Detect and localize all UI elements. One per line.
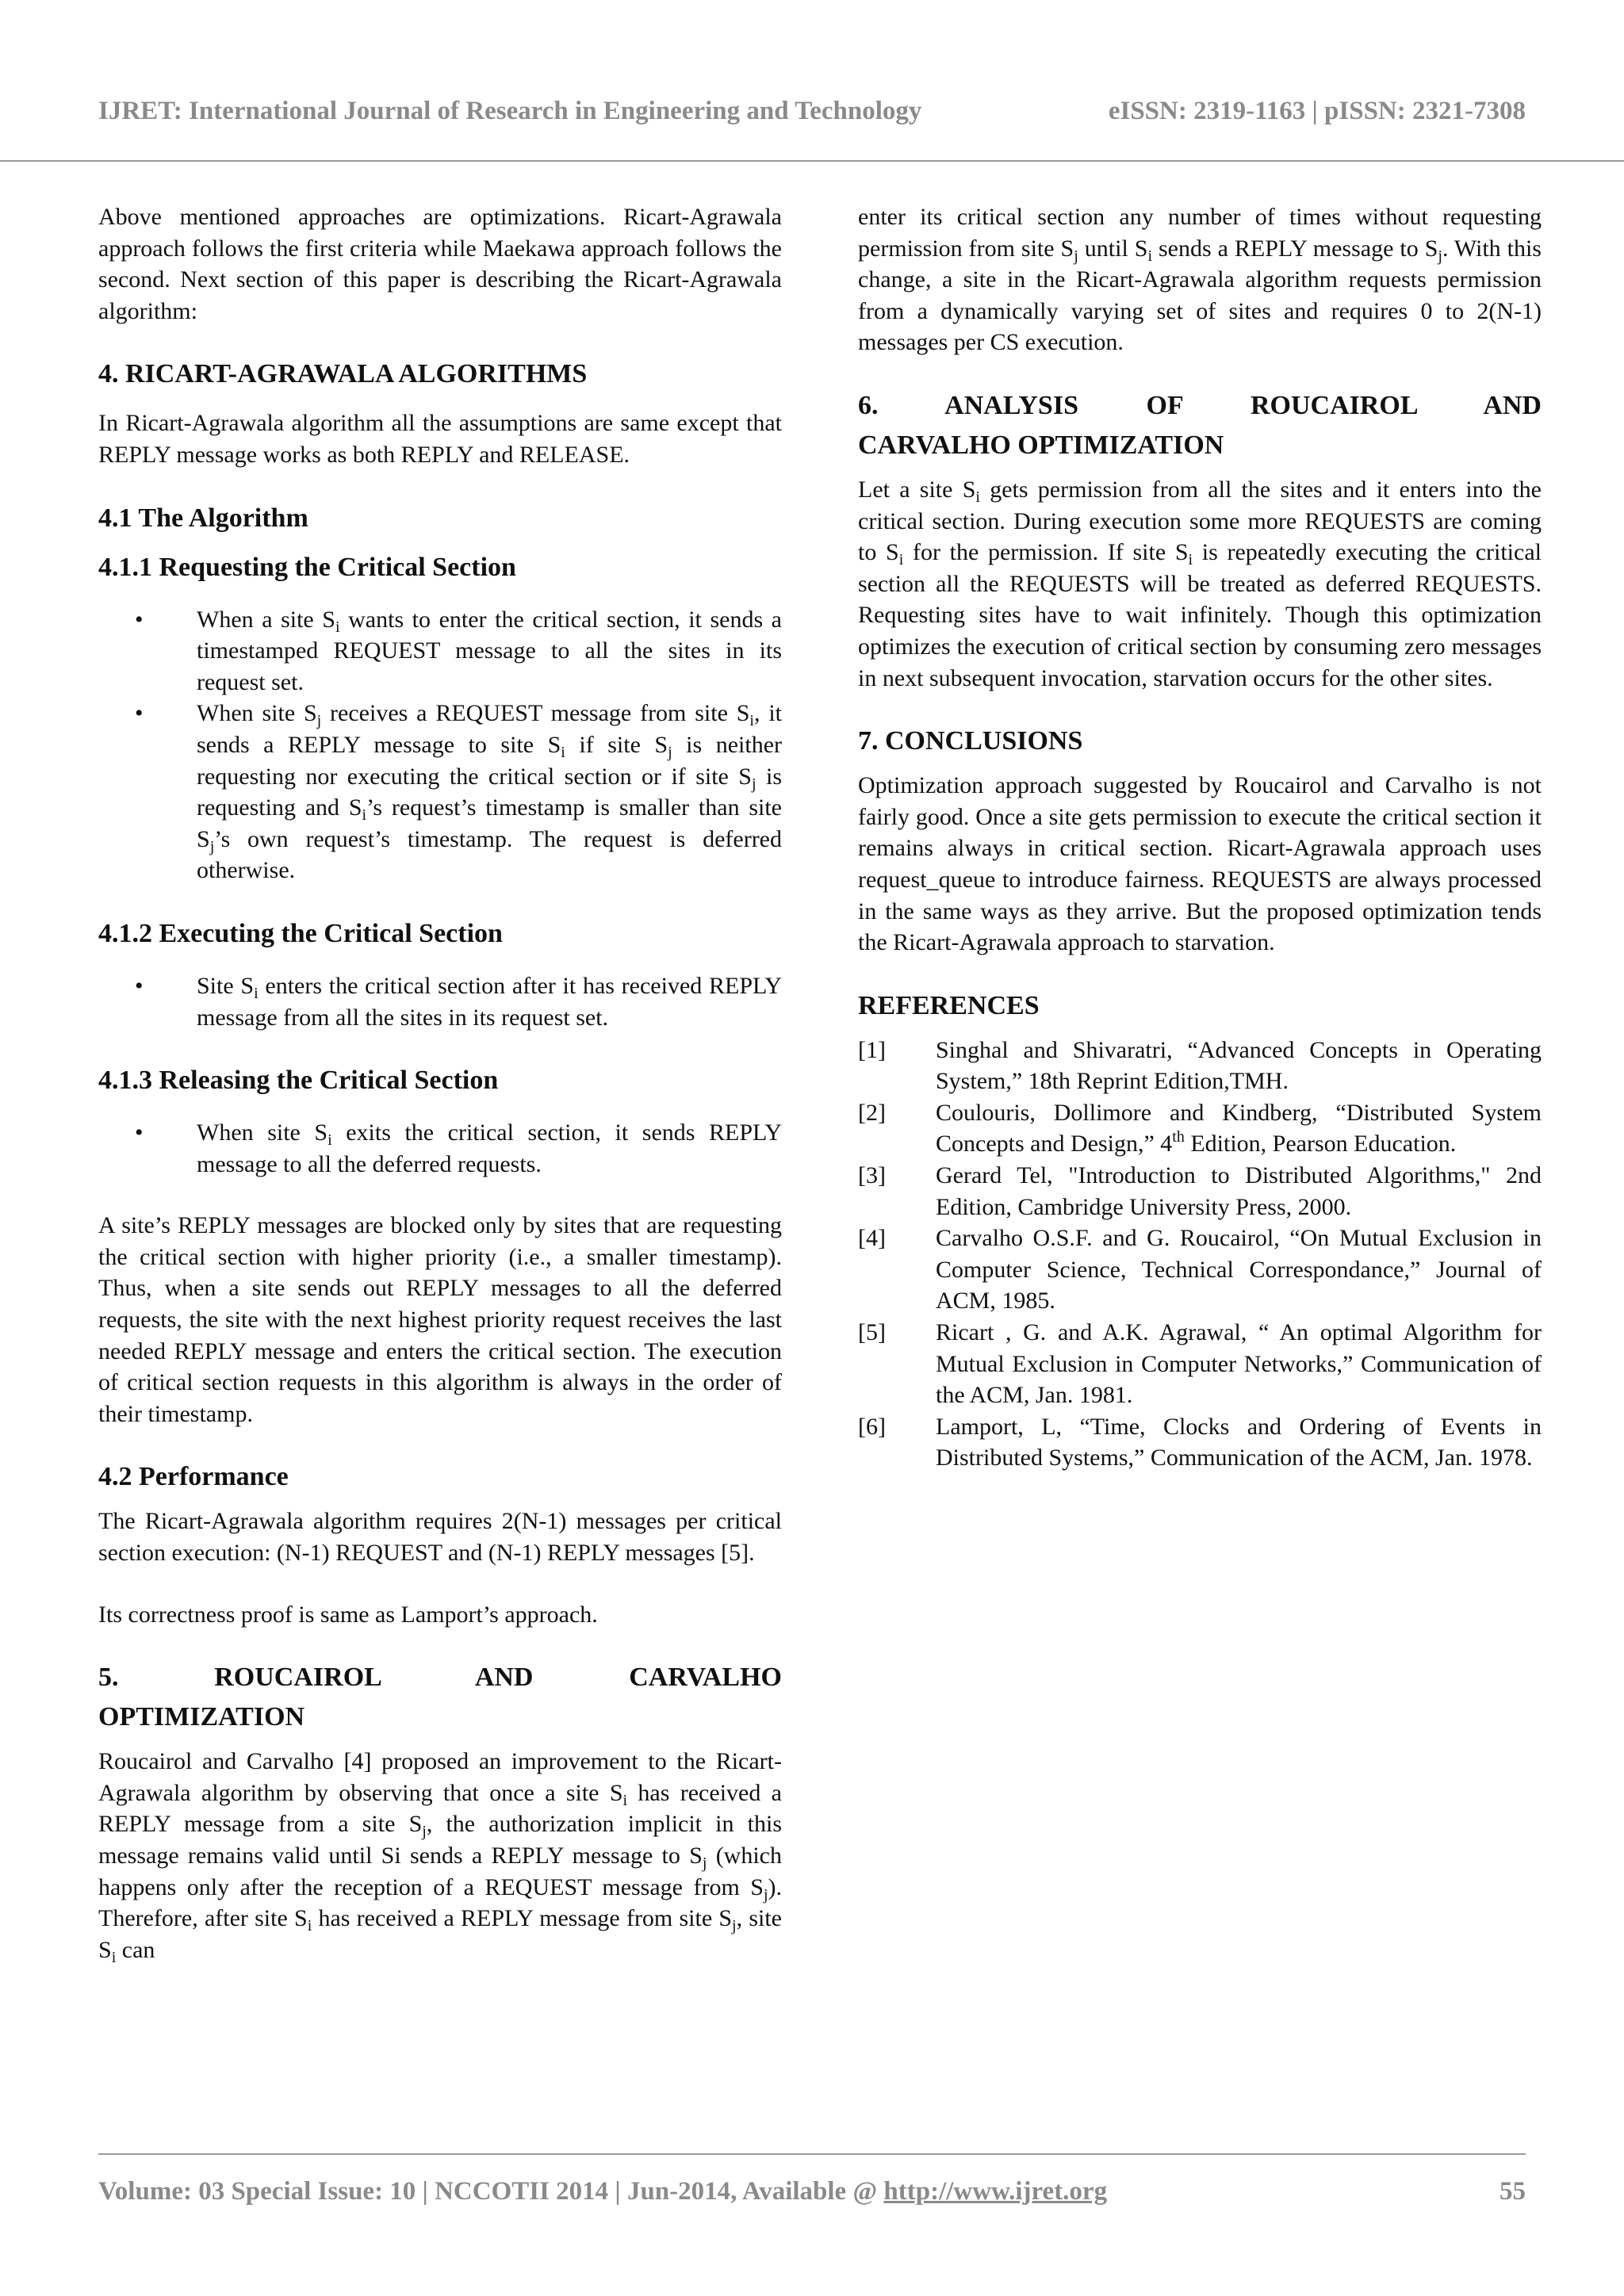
section-4-text: In Ricart-Agrawala algorithm all the assumptions are same except that REPLY message works as both REPLY and RELEASE. xyxy=(98,410,782,468)
correctness-paragraph: Its correctness proof is same as Lamport’s approach. xyxy=(98,1601,598,1628)
section-4-1-1-title: 4.1.1 Requesting the Critical Section xyxy=(98,552,516,582)
bullet-icon: • xyxy=(135,972,144,999)
running-header xyxy=(98,97,1526,126)
bullet-icon: • xyxy=(135,700,144,727)
journal-link[interactable]: http://www.ijret.org xyxy=(883,2177,1108,2206)
bullet-icon: • xyxy=(135,606,144,633)
section-5-continued: enter its critical section any number of times without requesting permission from site $S_j$ until $S_i$ sends a REPLY message to $S_j$. With this change, a site in the Ricart-Agrawala algorithm requests permission from a dynamically varying set of sites and requires 0 to 2(N-1) messages per CS execution. xyxy=(858,204,1542,356)
list-item: • When a site $S_i$ wants to enter the critical section, it sends a timestamped REQUEST message to all the sites in its request set. xyxy=(98,604,782,698)
section-4-1-title: 4.1 The Algorithm xyxy=(98,503,308,533)
section-7-title: 7. CONCLUSIONS xyxy=(858,726,1083,756)
conclusions-paragraph: Optimization approach suggested by Roucairol and Carvalho is not fairly good. Once a site gets permission to execute the critical section it remains always in critical section. Ricart-Agrawala approach uses request_queue to introduce fairness. REQUESTS are always processed in the same ways as they arrive. But the proposed optimization tends the Ricart-Agrawala approach to starvation. xyxy=(858,772,1542,956)
bullet-icon: • xyxy=(135,1119,144,1146)
journal-title: IJRET: International Journal of Research in Engineering and Technology xyxy=(98,97,922,125)
list-item: • Site $S_i$ enters the critical section after it has received REPLY message from all the sites in its request set. xyxy=(98,970,782,1033)
section-4-1-3-title: 4.1.3 Releasing the Critical Section xyxy=(98,1066,499,1096)
list-item: • When site $S_i$ exits the critical section, it sends REPLY message to all the deferred requests. xyxy=(98,1117,782,1180)
section-6-title-line2: CARVALHO OPTIMIZATION xyxy=(858,430,1224,460)
reference-item: [1] Singhal and Shivaratri, “Advanced Concepts in Operating System,” 18th Reprint Edition,TMH. xyxy=(858,1036,1542,1095)
running-footer xyxy=(98,2177,1526,2206)
section-5-title-line1: 5. ROUCAIROL AND CARVALHO xyxy=(98,1663,782,1693)
section-6-text: Let a site $S_i$ gets permission from all the sites and it enters into the critical section. During execution some more REQUESTS are coming to $S_i$ for the permission. If site $S_i$ is repeatedly executing the critical section all the REQUESTS will be treated as deferred REQUESTS. Requesting sites have to wait infinitely. Though this optimization optimizes the execution of critical section by consuming zero messages in next subsequent invocation, starvation occurs for the other sites. xyxy=(858,476,1542,691)
releasing-list xyxy=(98,1117,782,1180)
footer-rule xyxy=(98,2153,1526,2155)
performance-paragraph: The Ricart-Agrawala algorithm requires 2(N-1) messages per critical section execution: (N-1) REQUEST and (N-1) REPLY messages [5]. xyxy=(98,1508,782,1567)
reference-item: [3] Gerard Tel, "Introduction to Distributed Algorithms," 2nd Edition, Cambridge University Press, 2000. xyxy=(858,1162,1542,1220)
intro-paragraph: Above mentioned approaches are optimizations. Ricart-Agrawala approach follows the first criteria while Maekawa approach follows the second. Next section of this paper is describing the Ricart-Agrawala algorithm: xyxy=(98,204,782,324)
executing-list xyxy=(98,970,782,1033)
issn: eISSN: 2319-1163 | pISSN: 2321-7308 xyxy=(1108,97,1526,125)
section-4-title: 4. RICART-AGRAWALA ALGORITHMS xyxy=(98,359,588,389)
right-column xyxy=(858,201,1542,1474)
left-column xyxy=(98,201,782,1996)
reference-item: [5] Ricart , G. and A.K. Agrawal, “ An optimal Algorithm for Mutual Exclusion in Computer Networks,” Communication of the ACM, Jan. 1981. xyxy=(858,1319,1542,1409)
footer-volume: Volume: 03 Special Issue: 10 | NCCOTII 2014 | Jun-2014, Available @ http://www.ijret.org xyxy=(98,2177,1108,2206)
references-title: REFERENCES xyxy=(858,990,1040,1020)
section-4-2-title: 4.2 Performance xyxy=(98,1462,289,1492)
page-number: 55 xyxy=(1500,2177,1526,2206)
reply-blocking-paragraph: A site’s REPLY messages are blocked only by sites that are requesting the critical section with higher priority (i.e., a smaller timestamp). Thus, when a site sends out REPLY messages to all the deferred requests, the site with the next highest priority request receives the last needed REPLY message and enters the critical section. The execution of critical section requests in this algorithm is always in the order of their timestamp. xyxy=(98,1212,782,1427)
reference-item: [6] Lamport, L, “Time, Clocks and Ordering of Events in Distributed Systems,” Communication of the ACM, Jan. 1978. xyxy=(858,1413,1542,1471)
section-6-title-line1: 6. ANALYSIS OF ROUCAIROL AND xyxy=(858,390,1542,420)
section-5-title-line2: OPTIMIZATION xyxy=(98,1702,305,1732)
list-item: • When site $S_j$ receives a REQUEST message from site $S_i$, it sends a REPLY message to site $S_i$ if site $S_j$ is neither requesting nor executing the critical section or if site $S_j$ is requesting and $S_i’s$ request’s timestamp is smaller than site $S_j’s$ own request’s timestamp. The request is deferred otherwise. xyxy=(98,698,782,886)
section-5-text: Roucairol and Carvalho [4] proposed an improvement to the Ricart-Agrawala algorithm by observing that once a site $S_i$ has received a REPLY message from a site $S_j$, the authorization implicit in this message remains valid until Si sends a REPLY message to $S_j$ (which happens only after the reception of a REQUEST message from $S_j$). Therefore, after site $S_i$ has received a REPLY message from site $S_j$, site $S_i$ can xyxy=(98,1748,782,1966)
requesting-list xyxy=(98,604,782,886)
reference-item: [4] Carvalho O.S.F. and G. Roucairol, “On Mutual Exclusion in Computer Science, Technical Correspondance,” Journal of ACM, 1985. xyxy=(858,1225,1542,1314)
references-list xyxy=(858,1035,1542,1474)
header-rule xyxy=(0,160,1624,162)
reference-item: [2] Coulouris, Dollimore and Kindberg, “Distributed System Concepts and Design,” 4th Edition, Pearson Education. xyxy=(858,1099,1542,1158)
section-4-1-2-title: 4.1.2 Executing the Critical Section xyxy=(98,918,503,948)
